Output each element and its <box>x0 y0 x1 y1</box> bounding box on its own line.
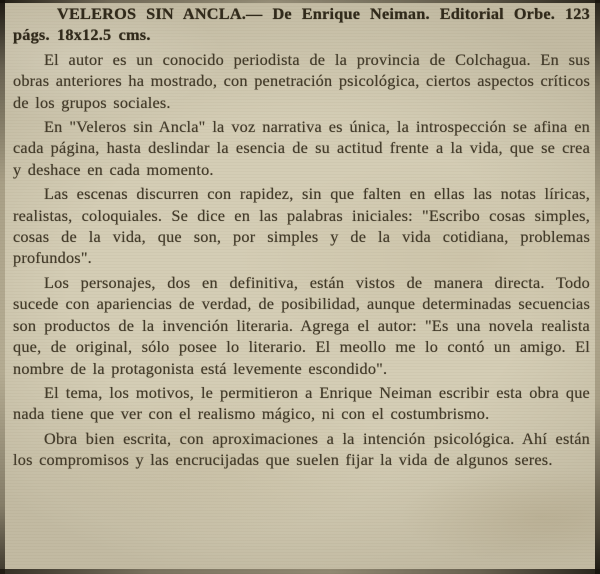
review-text-block <box>13 3 590 471</box>
review-paragraph: El tema, los motivos, le permitieron a Enrique Neiman escribir esta obra que nada tiene que ver con el realismo mágico, ni con el costumbrismo. <box>13 382 590 424</box>
scan-edge-right <box>595 0 600 574</box>
scan-edge-bottom <box>0 569 600 574</box>
scan-edge-left <box>0 0 5 574</box>
review-header: VELEROS SIN ANCLA.— De Enrique Neiman. Editorial Orbe. 123 págs. 18x12.5 cms. <box>13 4 590 45</box>
review-paragraph: El autor es un conocido periodista de la provincia de Colchagua. En sus obras anteriores ha mostrado, con penetración psicológica, ciertos aspectos críticos de los grupos sociales. <box>13 49 590 112</box>
review-paragraph: En "Veleros sin Ancla" la voz narrativa es única, la introspección se afina en cada página, hasta deslindar la esencia de su actitud frente a la vida, que se crea y deshace en cada momento. <box>13 117 590 179</box>
review-paragraph: Los personajes, dos en definitiva, están vistos de manera directa. Todo sucede con apariencias de verdad, de posibilidad, aunque determinadas secuencias son productos de la invención literaria. Agrega el autor: "Es una novela realista que, de original, sólo posee lo literario. El meollo me lo contó un amigo. El nombre de la protagonista está levemente escondido". <box>13 272 590 378</box>
review-paragraph: Obra bien escrita, con aproximaciones a la intención psicológica. Ahí están los compromisos y las encrucijadas que suelen fijar la vida de algunos seres. <box>13 428 590 470</box>
review-paragraph: Las escenas discurren con rapidez, sin que falten en ellas las notas líricas, realistas, coloquiales. Se dice en las palabras iniciales: "Escribo cosas simples, cosas de la vida, que son, por simples y de la vida cotidiana, problemas profundos". <box>13 184 590 268</box>
